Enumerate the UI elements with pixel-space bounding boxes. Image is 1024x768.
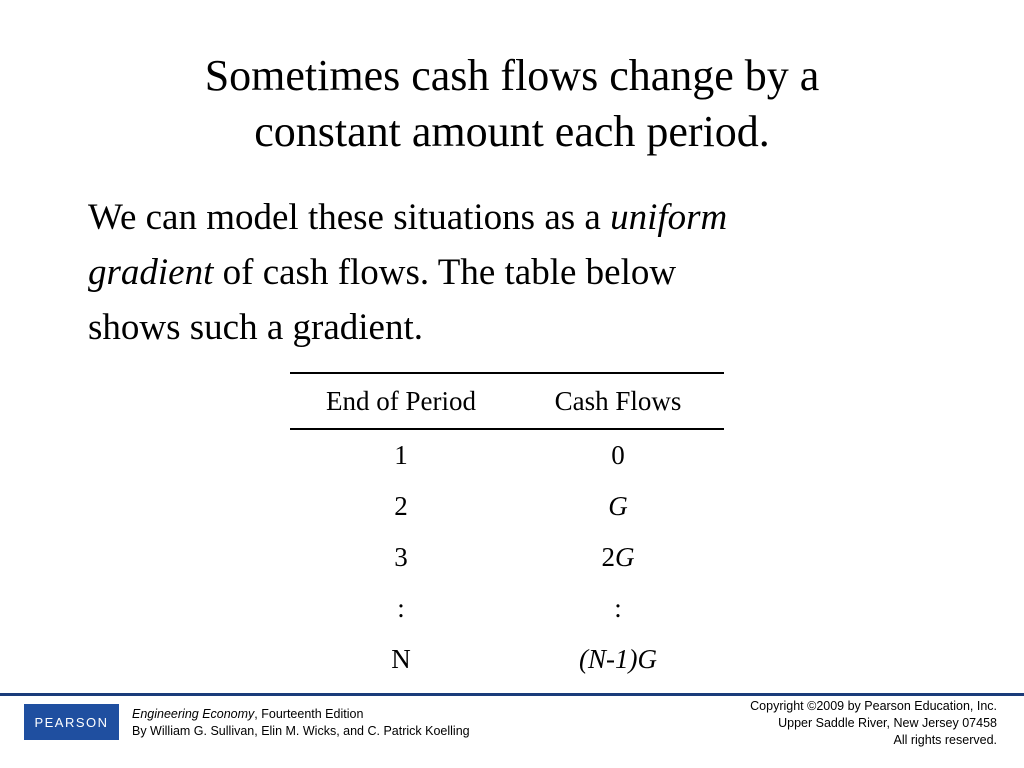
cash-flow-cell	[512, 481, 724, 532]
gradient-table	[290, 372, 724, 685]
body-line-1-text: We can model these situations as a	[88, 197, 611, 238]
header-end-of-period: End of Period	[290, 373, 512, 429]
cash-flow-cell	[512, 532, 724, 583]
slide-title	[0, 48, 1024, 160]
table-row	[290, 532, 724, 583]
footer-copyright	[750, 698, 997, 749]
period-cell: 3	[394, 542, 408, 572]
copyright-line-1: Copyright ©2009 by Pearson Education, Inc.	[750, 699, 997, 713]
table-row	[290, 481, 724, 532]
cash-flow-symbol: (N-1)G	[579, 644, 657, 674]
footer-authors: By William G. Sullivan, Elin M. Wicks, and C. Patrick Koelling	[132, 724, 470, 738]
cash-flow-coefficient: :	[614, 593, 622, 623]
cash-flow-coefficient: 0	[611, 440, 625, 470]
body-line-2	[88, 245, 948, 300]
footer-book-title: Engineering Economy	[132, 707, 255, 721]
footer-divider	[0, 693, 1024, 696]
period-cell: 1	[394, 440, 408, 470]
copyright-line-3: All rights reserved.	[893, 733, 997, 747]
period-cell: N	[391, 644, 411, 674]
cash-flow-symbol: G	[608, 491, 628, 521]
table-row	[290, 634, 724, 685]
body-emphasis-uniform: uniform	[610, 197, 728, 238]
period-cell: 2	[394, 491, 408, 521]
cash-flow-cell	[512, 583, 724, 634]
period-cell: :	[397, 593, 405, 623]
body-paragraph	[88, 190, 948, 355]
header-cash-flows: Cash Flows	[512, 373, 724, 429]
footer-book-credit	[132, 706, 470, 740]
table-row	[290, 583, 724, 634]
cash-flow-coefficient: 2	[601, 542, 615, 572]
cash-flow-symbol: G	[615, 542, 635, 572]
title-line-2: constant amount each period.	[254, 107, 770, 156]
body-line-3: shows such a gradient.	[88, 307, 423, 348]
footer-edition: , Fourteenth Edition	[254, 707, 364, 721]
pearson-logo: PEARSON	[24, 704, 119, 740]
copyright-line-2: Upper Saddle River, New Jersey 07458	[778, 716, 997, 730]
title-line-1: Sometimes cash flows change by a	[204, 51, 820, 100]
cash-flow-cell	[512, 634, 724, 685]
table-row	[290, 429, 724, 481]
footer-book-line	[132, 706, 470, 723]
cash-flow-cell	[512, 429, 724, 481]
table-header-row	[290, 373, 724, 429]
body-line-2-text: of cash flows. The table below	[213, 252, 677, 293]
body-line-1	[88, 190, 948, 245]
body-emphasis-gradient: gradient	[88, 252, 214, 293]
